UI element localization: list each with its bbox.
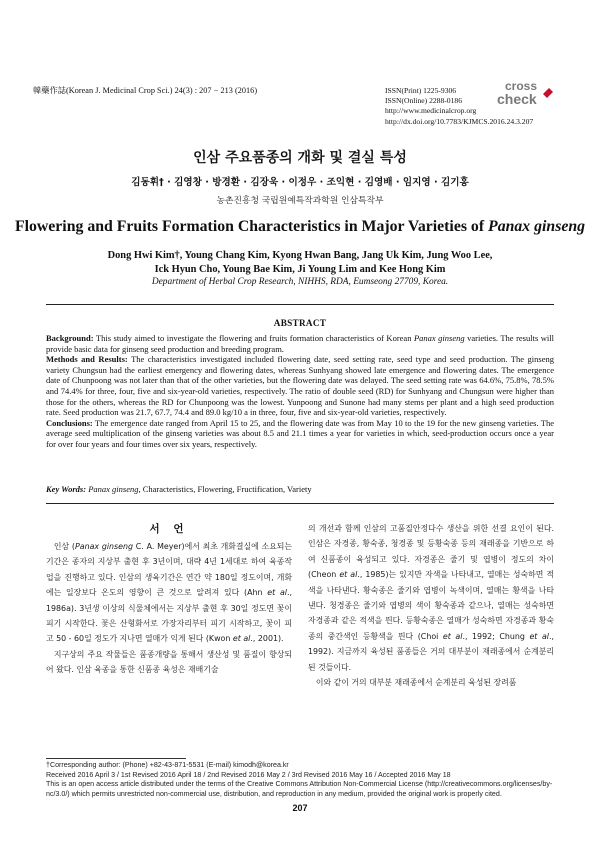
keywords-label: Key Words: — [46, 484, 87, 494]
abstract-conclusions — [46, 418, 554, 450]
abstract-top-rule — [46, 304, 554, 305]
abstract-bottom-rule — [46, 503, 554, 504]
left-p1-c: ., 1986a). 3년생 이상의 식물체에서는 지상부 출현 후 30일 정도면 꽃이 피기 시작한다. 꽃은 산형화서로 가장자리부터 피기 시작하고, 꽃이 피고 50 - 60일 정도가 지나면 열매가 익게 된다 (Kwon — [46, 588, 293, 644]
journal-website-link[interactable]: http://www.medicinalcrop.org — [385, 106, 477, 116]
english-title — [0, 218, 600, 236]
keywords — [46, 484, 554, 495]
abstract-background — [46, 333, 554, 354]
left-paragraph-2 — [46, 647, 292, 678]
doi-link[interactable]: http://dx.doi.org/10.7783/KJMCS.2016.24.3.207 — [385, 116, 534, 126]
corresponding-author: †Corresponding author: (Phone) +82-43-871-5531 (E-mail) kimodh@korea.kr — [46, 761, 289, 769]
keywords-text: , Characteristics, Flowering, Fructification, Variety — [138, 484, 312, 494]
background-label: Background: — [46, 333, 94, 343]
crossmark-line1: cross — [505, 79, 538, 93]
english-title-main: Flowering and Fruits Formation Characteristics in Major Varieties of — [14, 218, 489, 235]
korean-authors: 김동휘† · 김영창 · 방경환 · 김장욱 · 이정우 · 조익현 · 김영배 · 임지영 · 김기홍 — [131, 177, 469, 188]
left-p2: 지구상의 주요 작물들은 품종개량을 통해서 생산성 및 품질이 향상되어 왔다. 인삼 육종을 통한 신품종 육성은 재배기술 — [46, 649, 292, 675]
conclusions-text: The emergence date ranged from April 15 to 25, and the flowering date was from May 10 to the 19 for the new ginseng varieties. The average seed multiplication of the ginseng varieties was about 8.5 and 21.1 times a year for varieties in which, seed-production occurs once a year for over four years and four times over six years, respectively. — [46, 417, 554, 449]
left-paragraph-1 — [46, 539, 292, 647]
journal-header: 韓藥作誌(Korean J. Medicinal Crop Sci.) 24(3) : 207 − 213 (2016) — [33, 86, 258, 95]
right-p1-etal1: et al — [339, 570, 358, 580]
received-dates: Received 2016 April 3 / 1st Revised 2016 April 18 / 2nd Revised 2016 May 2 / 3rd Revised 2016 May 16 / Accepted 2016 May 18 — [46, 770, 451, 779]
footnote — [46, 761, 554, 799]
abstract-heading: ABSTRACT — [273, 318, 327, 328]
background-text-b: varieties. The results will provide basic data for ginseng seed production and breeding program. — [46, 333, 554, 354]
crossmark-icon — [543, 88, 553, 98]
right-p1-a: 의 개선과 함께 인삼의 고품질안정다수 생산을 위한 선결 요인이 된다. 인삼은 자경종, 황숙종, 청경종 및 등황숙종 등의 재래종을 기반으로 하여 신품종이 육성되고 있다. 자경종은 줄기 및 엽병이 정도의 차이 (Cheon — [308, 524, 554, 580]
right-p1-etal2: et al — [442, 631, 463, 641]
crossmark-line2: check — [497, 91, 537, 107]
right-p2: 이와 같이 거의 대부분 재래종에서 순계분리 육성된 장려품 — [315, 678, 517, 688]
license-text: This is an open access article distributed under the terms of the Creative Commons Attribution Non-Commercial License (http://creativecommons.org/licenses/by-nc/3.0/) which permits unrestricted non-commercial use, distribution, and reproduction in any medium, provided the original work is properly cited. — [46, 780, 553, 798]
english-authors — [0, 249, 600, 276]
abstract-body — [46, 333, 554, 450]
abstract-methods — [46, 354, 554, 418]
korean-title: 인삼 주요품종의 개화 및 결실 특성 — [193, 150, 407, 166]
right-p1-c: ., 1992; Chung — [462, 631, 530, 641]
left-p1-d: ., 2001). — [250, 634, 284, 644]
right-paragraph-2 — [308, 675, 554, 690]
left-p1-italic: Panax ginseng — [74, 542, 134, 551]
english-authors-line1: Dong Hwi Kim†, Young Chang Kim, Kyong Hwan Bang, Jang Uk Kim, Jung Woo Lee, — [107, 250, 493, 261]
conclusions-label: Conclusions: — [46, 417, 93, 428]
right-p1-etal3: et al — [529, 631, 549, 641]
left-p1-a: 인삼 ( — [53, 542, 75, 551]
methods-text: The characteristics investigated included flowering date, seed setting rate, seed type and seed production. The ginseng variety Chungsun had the earliest emergency and flowering dates, whereas Sunhyang showed late emergence and flowering dates. The emergence date of Chunpoong was not later than that of the other varieties, but the flowering date was delayed. The seed setting rate was 64.6%, 75.8%, 78.5% and 74.4% for three, four, five and six-year-old varieties, respectively. The ratio of double seed (RD) for Sunhyang and Chungsun were higher than those for the others, whereas the RD for Chunpoong was the lowest. Yunpoong and Sunone had many stems per plant and a high seed production rate. Seed production was 21.7, 67.7, 74.4 and 89.0 kg/10 a in three, four, five and six-year-old varieties, respectively. — [46, 354, 554, 418]
crossmark-logo[interactable] — [495, 78, 555, 108]
english-title-italic: Panax ginseng — [488, 218, 586, 235]
left-p1-etal2: et al — [232, 634, 251, 644]
left-p1-b: C. A. Meyer)에서 최초 개화결실에 소요되는 기간은 종자의 지상부 출현 후 3년이며, 대략 4년 1세대로 하여 육종작업을 진행하고 있다. 인삼의 생육기간은 연간 약 180일 정도이며, 개화에는 일장보다 온도의 영향이 큰 것으로 알려져 있다 (Ahn — [46, 542, 292, 598]
english-authors-line2: Ick Hyun Cho, Young Bae Kim, Ji Young Lim and Kee Hong Kim — [154, 263, 446, 275]
background-text-a: This study aimed to investigate the flowering and fruits formation characteristics of Korean — [93, 333, 414, 343]
keywords-italic: Panax ginseng — [88, 484, 139, 494]
footnote-rule — [46, 758, 186, 759]
body-left-column — [46, 539, 292, 678]
methods-label: Methods and Results: — [46, 354, 128, 365]
right-paragraph-1 — [308, 521, 554, 675]
left-p1-etal1: et al — [267, 588, 287, 598]
right-p1-b: ., 1985)는 있지만 자색을 나타내고, 열매는 성숙하면 적색을 나타낸다. 황숙종은 줄기와 엽병이 녹색이며, 열매는 황색을 나타낸다. 청경종은 줄기와 엽병의 색이 황숙종과 같으나, 열매는 성숙하면 자경종과 같은 적색을 띈다. 등황숙종은 열매가 성숙하면 자경종과 황숙종의 중간색인 등황색을 띈다 (Choi — [308, 570, 555, 641]
section-title: 서 언 — [149, 523, 189, 535]
background-italic: Panax ginseng — [413, 333, 465, 343]
issn-print: ISSN(Print) 1225-9306 — [385, 86, 457, 95]
korean-affiliation: 농촌진흥청 국립원예특작과학원 인삼특작부 — [216, 196, 384, 206]
english-affiliation: Department of Herbal Crop Research, NIHHS, RDA, Eumseong 27709, Korea. — [151, 277, 449, 287]
body-right-column — [308, 521, 554, 690]
right-p1-d: ., 1992). 지금까지 육성된 품종들은 거의 대부분이 재래종에서 순계분리된 것들이다. — [308, 631, 555, 672]
issn-online: ISSN(Online) 2288-0186 — [385, 96, 462, 106]
page-number: 207 — [292, 803, 308, 813]
